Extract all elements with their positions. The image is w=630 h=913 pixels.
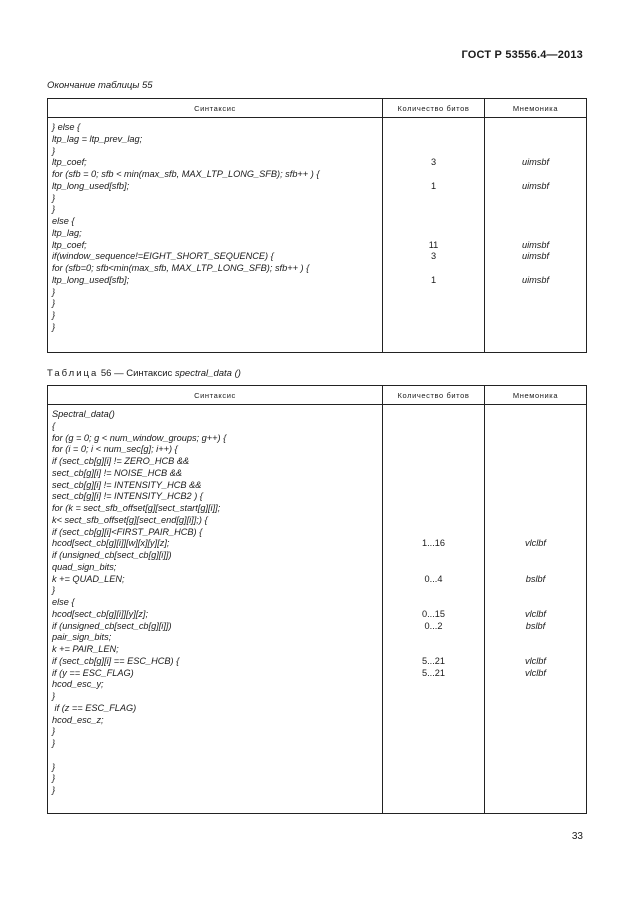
mnemonic-value [485, 169, 586, 181]
syntax-line: k += PAIR_LEN; [52, 644, 119, 654]
syntax-line: } [52, 286, 56, 297]
mnemonic-value: uimsbf [521, 157, 550, 168]
table56-caption-rest: 56 — Синтаксис [98, 368, 175, 379]
bits-value [383, 263, 484, 275]
mnemonic-value [485, 679, 586, 691]
syntax-line: } else { [52, 122, 81, 132]
bits-value [383, 597, 484, 609]
mnemonic-value [485, 550, 586, 562]
syntax-line: } [52, 145, 56, 156]
syntax-line: hcod_esc_y; [52, 679, 104, 690]
bits-value: 5...21 [422, 667, 445, 678]
bits-value [383, 691, 484, 703]
bits-value [383, 738, 484, 750]
bits-value: 1 [430, 180, 437, 191]
mnemonic-value [485, 468, 586, 480]
mnemonic-value [485, 456, 586, 468]
mnemonic-value [485, 738, 586, 750]
mnemonic-value: uimsbf [521, 251, 550, 262]
table-55 [47, 98, 587, 353]
mnemonic-value [485, 503, 586, 515]
bits-value: 3 [430, 251, 437, 262]
bits-value [383, 146, 484, 158]
table56-caption-prefix: Таблица [47, 368, 99, 379]
bits-value [383, 322, 484, 334]
mnemonic-value [485, 287, 586, 299]
bits-value: 3 [430, 157, 437, 168]
mnemonic-value [485, 762, 586, 774]
syntax-line: hcod_esc_z; [52, 714, 104, 725]
table55-mnemonic-cell [485, 118, 587, 353]
bits-value [383, 515, 484, 527]
mnemonic-value [485, 562, 586, 574]
syntax-line: k< sect_sfb_offset[g][sect_end[g][i]];) { [52, 514, 208, 525]
bits-value: 1...16 [422, 538, 445, 549]
bits-value [383, 204, 484, 216]
bits-value [383, 444, 484, 456]
syntax-line: sect_cb[g][i] != INTENSITY_HCB2 ) { [52, 491, 203, 502]
bits-value [383, 193, 484, 205]
bits-value [383, 491, 484, 503]
bits-value [383, 562, 484, 574]
mnemonic-value [485, 146, 586, 158]
mnemonic-value [485, 263, 586, 275]
bits-value [383, 421, 484, 433]
mnemonic-value [485, 134, 586, 146]
syntax-line: pair_sign_bits; [52, 632, 112, 643]
mnemonic-value [485, 421, 586, 433]
syntax-line: for (sfb = 0; sfb < min(max_sfb, MAX_LTP_LONG_SFB); sfb++ ) { [52, 169, 320, 179]
syntax-line: } [52, 691, 56, 701]
syntax-line: } [52, 310, 56, 320]
bits-value [383, 726, 484, 738]
table55-caption: Окончание таблицы 55 [47, 80, 153, 91]
bits-value [383, 644, 484, 656]
table55-col-syntax: Синтаксис [48, 99, 383, 118]
bits-value: 0...15 [422, 608, 445, 619]
mnemonic-value [485, 433, 586, 445]
syntax-line: sect_cb[g][i] != NOISE_HCB && [52, 467, 182, 478]
bits-value [383, 585, 484, 597]
bits-value [383, 122, 484, 134]
syntax-line: } [52, 298, 56, 309]
table55-col-bits: Количество битов [383, 99, 485, 118]
bits-value: 0...2 [424, 620, 443, 631]
syntax-line: ltp_long_used[sfb]; [52, 180, 130, 191]
mnemonic-value [485, 585, 586, 597]
mnemonic-value [485, 715, 586, 727]
syntax-line: hcod[sect_cb[g][i]][y][z]; [52, 608, 149, 619]
bits-value [383, 715, 484, 727]
syntax-line: ltp_long_used[sfb]; [52, 274, 130, 285]
syntax-line: } [52, 738, 56, 748]
syntax-line: sect_cb[g][i] != INTENSITY_HCB && [52, 479, 202, 490]
mnemonic-value [485, 298, 586, 310]
bits-value [383, 550, 484, 562]
syntax-line: } [52, 773, 56, 784]
syntax-line: if (y == ESC_FLAG) [52, 667, 134, 678]
bits-value [383, 134, 484, 146]
table56-syntax-cell [48, 405, 383, 814]
syntax-line: for (sfb=0; sfb<min(max_sfb, MAX_LTP_LONG_SFB); sfb++ ) { [52, 263, 310, 273]
syntax-line: hcod[sect_cb[g][i]][w][x][y][z]; [52, 538, 170, 549]
mnemonic-value: vlclbf [525, 608, 546, 619]
bits-value [383, 169, 484, 181]
bits-value: 11 [428, 239, 439, 250]
page-number: 33 [571, 831, 583, 842]
syntax-line: if (unsigned_cb[sect_cb[g][i]]) [52, 620, 172, 631]
table55-syntax-cell [48, 118, 383, 353]
syntax-line [52, 750, 382, 762]
mnemonic-value: vlclbf [525, 538, 546, 549]
syntax-line: else { [52, 597, 75, 607]
syntax-line: if (sect_cb[g][i] == ESC_HCB) { [52, 655, 180, 666]
mnemonic-value [485, 726, 586, 738]
mnemonic-value [485, 785, 586, 797]
mnemonic-value [485, 597, 586, 609]
mnemonic-value [485, 122, 586, 134]
table56-caption [47, 368, 241, 379]
syntax-line: } [52, 321, 56, 332]
bits-value [383, 503, 484, 515]
syntax-line: } [52, 726, 56, 737]
syntax-line: Spectral_data() [52, 409, 115, 419]
mnemonic-value [485, 632, 586, 644]
mnemonic-value [485, 204, 586, 216]
syntax-line: if (sect_cb[g][i] != ZERO_HCB && [52, 456, 190, 466]
bits-value [383, 480, 484, 492]
bits-value [383, 216, 484, 228]
mnemonic-value: uimsbf [521, 239, 550, 250]
mnemonic-value [485, 193, 586, 205]
syntax-line: } [52, 761, 56, 772]
mnemonic-value [485, 491, 586, 503]
bits-value [383, 679, 484, 691]
table56-header-row [48, 386, 587, 405]
mnemonic-value [485, 644, 586, 656]
mnemonic-value [485, 515, 586, 527]
mnemonic-value [485, 216, 586, 228]
syntax-line: k += QUAD_LEN; [52, 573, 125, 584]
syntax-line: } [52, 785, 56, 795]
bits-value [383, 703, 484, 715]
mnemonic-value: uimsbf [521, 180, 550, 191]
bits-value [383, 632, 484, 644]
mnemonic-value [485, 750, 586, 762]
mnemonic-value [485, 773, 586, 785]
syntax-line: if (z == ESC_FLAG) [52, 702, 137, 713]
bits-value [383, 228, 484, 240]
syntax-line: ltp_lag; [52, 227, 82, 238]
bits-value: 1 [430, 274, 437, 285]
table56-body-row [48, 405, 587, 814]
bits-value [383, 433, 484, 445]
bits-value [383, 298, 484, 310]
bits-value [383, 409, 484, 421]
syntax-line: for (g = 0; g < num_window_groups; g++) { [52, 432, 227, 443]
syntax-line: if(window_sequence!=EIGHT_SHORT_SEQUENCE) { [52, 251, 274, 262]
syntax-line: ltp_coef; [52, 157, 87, 168]
syntax-line: } [52, 192, 56, 203]
table56-caption-func: spectral_data () [174, 368, 241, 379]
table56-col-bits: Количество битов [383, 386, 485, 405]
syntax-line: for (k = sect_sfb_offset[g][sect_start[g][i]]; [52, 503, 221, 513]
table56-col-mnemonic: Мнемоника [485, 386, 587, 405]
syntax-line: ltp_lag = ltp_prev_lag; [52, 133, 143, 144]
mnemonic-value: vlclbf [525, 655, 546, 666]
syntax-line: if (sect_cb[g][i]<FIRST_PAIR_HCB) { [52, 526, 203, 537]
syntax-line: if (unsigned_cb[sect_cb[g][i]]) [52, 550, 172, 560]
table56-mnemonic-cell [485, 405, 587, 814]
mnemonic-value: uimsbf [521, 274, 550, 285]
table55-header-row [48, 99, 587, 118]
table55-body-row [48, 118, 587, 353]
mnemonic-value [485, 480, 586, 492]
bits-value: 0...4 [424, 573, 443, 584]
bits-value [383, 456, 484, 468]
table-56 [47, 385, 587, 814]
mnemonic-value [485, 444, 586, 456]
bits-value [383, 287, 484, 299]
syntax-line: for (i = 0; i < num_sec[g]; i++) { [52, 444, 178, 455]
table56-col-syntax: Синтаксис [48, 386, 383, 405]
syntax-line: { [52, 420, 56, 431]
standard-header: ГОСТ Р 53556.4—2013 [461, 49, 583, 61]
syntax-line: } [52, 585, 56, 596]
mnemonic-value: bslbf [525, 573, 546, 584]
syntax-line: } [52, 204, 56, 215]
mnemonic-value [485, 409, 586, 421]
mnemonic-value [485, 527, 586, 539]
mnemonic-value: vlclbf [525, 667, 546, 678]
bits-value [383, 773, 484, 785]
bits-value [383, 785, 484, 797]
bits-value [383, 527, 484, 539]
syntax-line: ltp_coef; [52, 239, 87, 250]
mnemonic-value [485, 322, 586, 334]
table56-bits-cell [383, 405, 485, 814]
table55-bits-cell [383, 118, 485, 353]
bits-value [383, 750, 484, 762]
syntax-line: else { [52, 216, 75, 226]
bits-value: 5...21 [422, 655, 445, 666]
mnemonic-value [485, 228, 586, 240]
bits-value [383, 310, 484, 322]
table55-col-mnemonic: Мнемоника [485, 99, 587, 118]
mnemonic-value: bslbf [525, 620, 546, 631]
syntax-line: quad_sign_bits; [52, 561, 117, 572]
mnemonic-value [485, 691, 586, 703]
mnemonic-value [485, 703, 586, 715]
bits-value [383, 468, 484, 480]
mnemonic-value [485, 310, 586, 322]
bits-value [383, 762, 484, 774]
